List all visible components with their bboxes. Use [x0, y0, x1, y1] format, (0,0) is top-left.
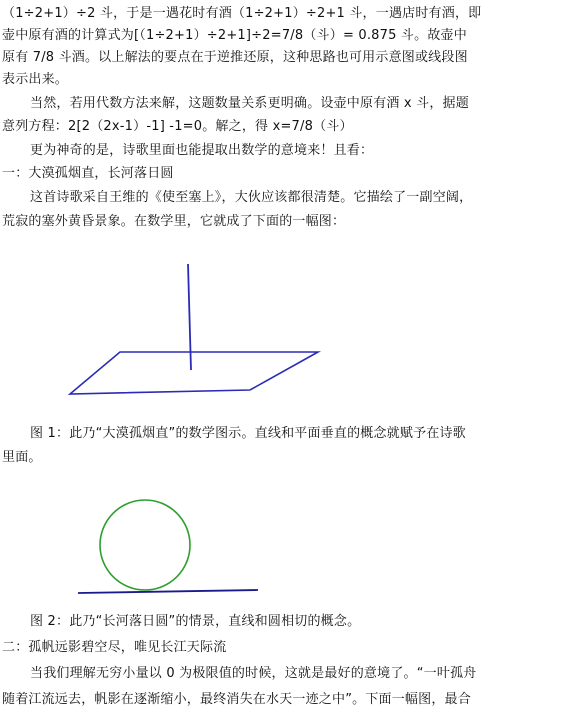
section-heading: 二：孤帆远影碧空尽，唯见长江天际流: [2, 640, 227, 655]
paragraph-line: （1÷2+1）÷2 斗，于是一遇花时有酒（1÷2+1）÷2+1 斗，一遇店时有酒，即: [2, 6, 482, 21]
figure1-svg: [60, 262, 340, 402]
paragraph-line: 这首诗歌采自王维的《使至塞上》，大伙应该都很清楚。它描绘了一副空阔，: [30, 190, 473, 205]
figure-line-perpendicular-plane: [60, 262, 340, 406]
paragraph-line: 荒寂的塞外黄昏景象。在数学里，它就成了下面的一幅图：: [2, 214, 346, 229]
sun-circle: [100, 500, 190, 590]
paragraph-line: 表示出来。: [2, 72, 69, 87]
section-heading: 一：大漠孤烟直，长河落日圆: [2, 166, 174, 181]
paragraph-line: 随着江流远去，帆影在逐渐缩小，最终消失在水天一迹之中”。下面一幅图，最合: [2, 692, 471, 707]
paragraph-line: 更为神奇的是，诗歌里面也能提取出数学的意境来！且看：: [30, 143, 374, 158]
paragraph-line: 当然，若用代数方法来解，这题数量关系更明确。设壶中原有酒 x 斗，据题: [30, 96, 469, 111]
figure-caption: 图 1：此乃“大漠孤烟直”的数学图示。直线和平面垂直的概念就赋予在诗歌: [30, 426, 466, 441]
paragraph-line: 意列方程：2[2（2x-1）-1] -1=0。解之，得 x=7/8（斗）: [2, 119, 353, 134]
vertical-line: [188, 264, 191, 370]
tangent-line: [78, 590, 258, 593]
plane-parallelogram: [70, 352, 318, 394]
figure-line-tangent-circle: [70, 490, 270, 606]
paragraph-line: 壶中原有酒的计算式为[（1÷2+1）÷2+1]÷2=7/8（斗）= 0.875 斗。故壶中: [2, 28, 467, 43]
figure-caption: 图 2：此乃“长河落日圆”的情景，直线和圆相切的概念。: [30, 614, 361, 629]
figure-caption: 里面。: [2, 450, 42, 465]
figure2-svg: [70, 490, 270, 602]
paragraph-line: 当我们理解无穷小量以 0 为极限值的时候，这就是最好的意境了。“一叶孤舟: [30, 666, 477, 681]
paragraph-line: 原有 7/8 斗酒。以上解法的要点在于逆推还原，这种思路也可用示意图或线段图: [2, 50, 468, 65]
